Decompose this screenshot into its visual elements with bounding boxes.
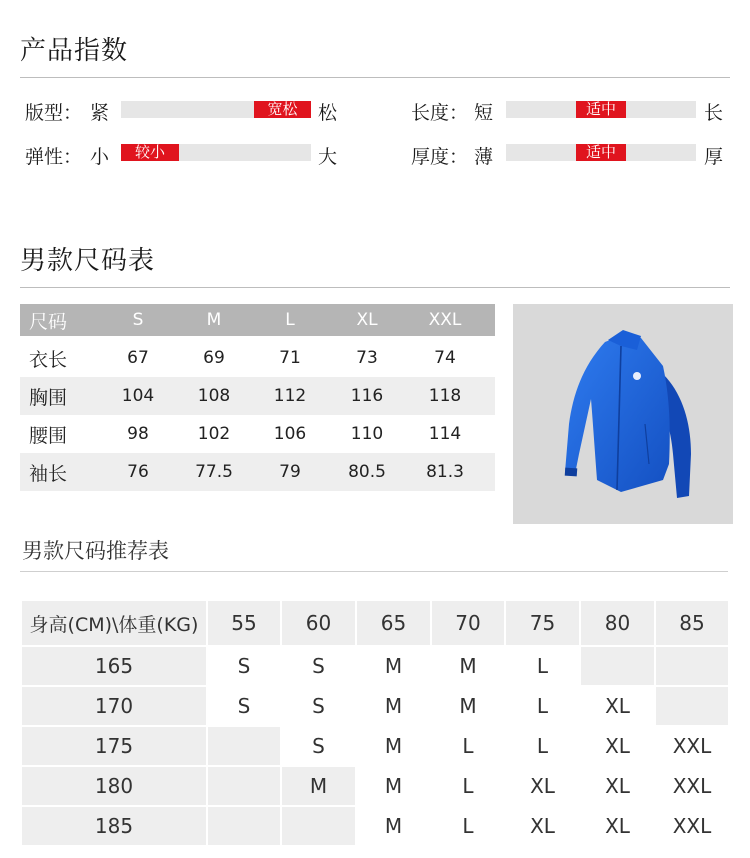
size-cell: 112 — [273, 386, 307, 406]
elasticity-low-label: 小 — [90, 146, 110, 168]
recommend-cell: M — [432, 647, 504, 685]
recommend-cell: M — [357, 647, 430, 685]
thickness-label: 厚度： — [411, 146, 469, 168]
recommend-cell: XL — [506, 767, 579, 805]
size-table-row — [20, 377, 495, 415]
size-header-cell: 尺码 — [29, 310, 68, 333]
elasticity-scale-bar — [121, 144, 311, 161]
recommend-cell: XL — [581, 767, 654, 805]
recommend-cell — [581, 647, 654, 685]
recommend-cell: L — [506, 647, 579, 685]
size-cell: 71 — [279, 348, 301, 368]
section-divider — [20, 571, 728, 572]
thickness-marker: 适中 — [576, 144, 626, 161]
size-row-label: 袖长 — [29, 462, 68, 485]
section-divider — [20, 77, 730, 78]
recommend-cell: S — [282, 727, 355, 765]
weight-header: 85 — [656, 601, 728, 645]
size-table-header — [20, 304, 495, 336]
size-cell: 67 — [127, 348, 149, 368]
recommend-cell: M — [432, 687, 504, 725]
recommend-cell: L — [432, 807, 504, 845]
recommend-title: 男款尺码推荐表 — [22, 539, 169, 563]
size-header-cell: M — [206, 310, 222, 330]
length-low-label: 短 — [474, 102, 494, 124]
recommend-cell — [656, 647, 728, 685]
recommend-cell: M — [357, 687, 430, 725]
recommend-cell: XXL — [656, 807, 728, 845]
size-header-cell: S — [132, 310, 144, 330]
length-scale-bar — [506, 101, 696, 118]
recommend-cell: XL — [581, 727, 654, 765]
recommend-cell: L — [506, 687, 579, 725]
size-table-row — [20, 339, 495, 377]
size-cell: 98 — [127, 424, 149, 444]
recommend-cell: M — [357, 767, 430, 805]
recommend-cell — [208, 807, 280, 845]
weight-header: 55 — [208, 601, 280, 645]
height-label: 180 — [22, 767, 206, 805]
size-table-row — [20, 415, 495, 453]
size-header-cell: XL — [356, 310, 378, 330]
size-cell: 74 — [434, 348, 456, 368]
recommend-cell: S — [282, 687, 355, 725]
size-cell: 77.5 — [195, 462, 233, 482]
size-cell: 116 — [350, 386, 384, 406]
size-cell: 108 — [197, 386, 231, 406]
recommend-corner-cell: 身高(CM)\体重(KG) — [22, 601, 206, 645]
size-cell: 79 — [279, 462, 301, 482]
height-label: 185 — [22, 807, 206, 845]
thickness-low-label: 薄 — [474, 146, 494, 168]
recommend-cell: M — [282, 767, 355, 805]
jacket-illustration — [513, 304, 733, 524]
size-cell: 110 — [350, 424, 384, 444]
thickness-high-label: 厚 — [704, 146, 724, 168]
elasticity-label: 弹性： — [25, 146, 83, 168]
recommend-cell: L — [432, 727, 504, 765]
recommend-cell: S — [208, 647, 280, 685]
size-header-cell: XXL — [428, 310, 462, 330]
elasticity-marker: 较小 — [121, 144, 179, 161]
size-row-label: 衣长 — [29, 348, 68, 371]
fit-low-label: 紧 — [90, 102, 110, 124]
recommend-cell: M — [357, 807, 430, 845]
section-divider — [20, 287, 730, 288]
size-row-label: 腰围 — [29, 424, 68, 447]
elasticity-high-label: 大 — [318, 146, 338, 168]
recommend-cell: S — [282, 647, 355, 685]
size-cell: 114 — [428, 424, 462, 444]
size-cell: 69 — [203, 348, 225, 368]
height-label: 165 — [22, 647, 206, 685]
weight-header: 75 — [506, 601, 579, 645]
size-cell: 73 — [356, 348, 378, 368]
recommend-cell — [656, 687, 728, 725]
height-label: 170 — [22, 687, 206, 725]
product-image — [513, 304, 733, 524]
size-row-label: 胸围 — [29, 386, 68, 409]
recommend-cell: L — [432, 767, 504, 805]
recommend-cell — [208, 767, 280, 805]
size-table-row — [20, 453, 495, 491]
weight-header: 65 — [357, 601, 430, 645]
fit-scale-bar — [121, 101, 311, 118]
fit-label: 版型： — [25, 102, 83, 124]
size-cell: 80.5 — [348, 462, 386, 482]
size-cell: 76 — [127, 462, 149, 482]
weight-header: 60 — [282, 601, 355, 645]
size-chart-title: 男款尺码表 — [20, 246, 156, 276]
recommend-cell: XL — [581, 687, 654, 725]
height-label: 175 — [22, 727, 206, 765]
recommend-cell: L — [506, 727, 579, 765]
recommend-cell: S — [208, 687, 280, 725]
recommend-cell: XXL — [656, 727, 728, 765]
length-label: 长度： — [411, 102, 469, 124]
recommend-cell: XXL — [656, 767, 728, 805]
size-cell: 104 — [121, 386, 155, 406]
weight-header: 80 — [581, 601, 654, 645]
length-high-label: 长 — [704, 102, 724, 124]
recommend-cell: XL — [506, 807, 579, 845]
recommend-cell — [282, 807, 355, 845]
thickness-scale-bar — [506, 144, 696, 161]
size-cell: 102 — [197, 424, 231, 444]
size-cell: 118 — [428, 386, 462, 406]
recommend-cell — [208, 727, 280, 765]
recommend-cell: XL — [581, 807, 654, 845]
fit-marker: 宽松 — [254, 101, 311, 118]
size-header-cell: L — [285, 310, 295, 330]
fit-high-label: 松 — [318, 102, 338, 124]
weight-header: 70 — [432, 601, 504, 645]
recommend-cell: M — [357, 727, 430, 765]
length-marker: 适中 — [576, 101, 626, 118]
size-cell: 106 — [273, 424, 307, 444]
size-cell: 81.3 — [426, 462, 464, 482]
product-index-title: 产品指数 — [20, 36, 129, 66]
